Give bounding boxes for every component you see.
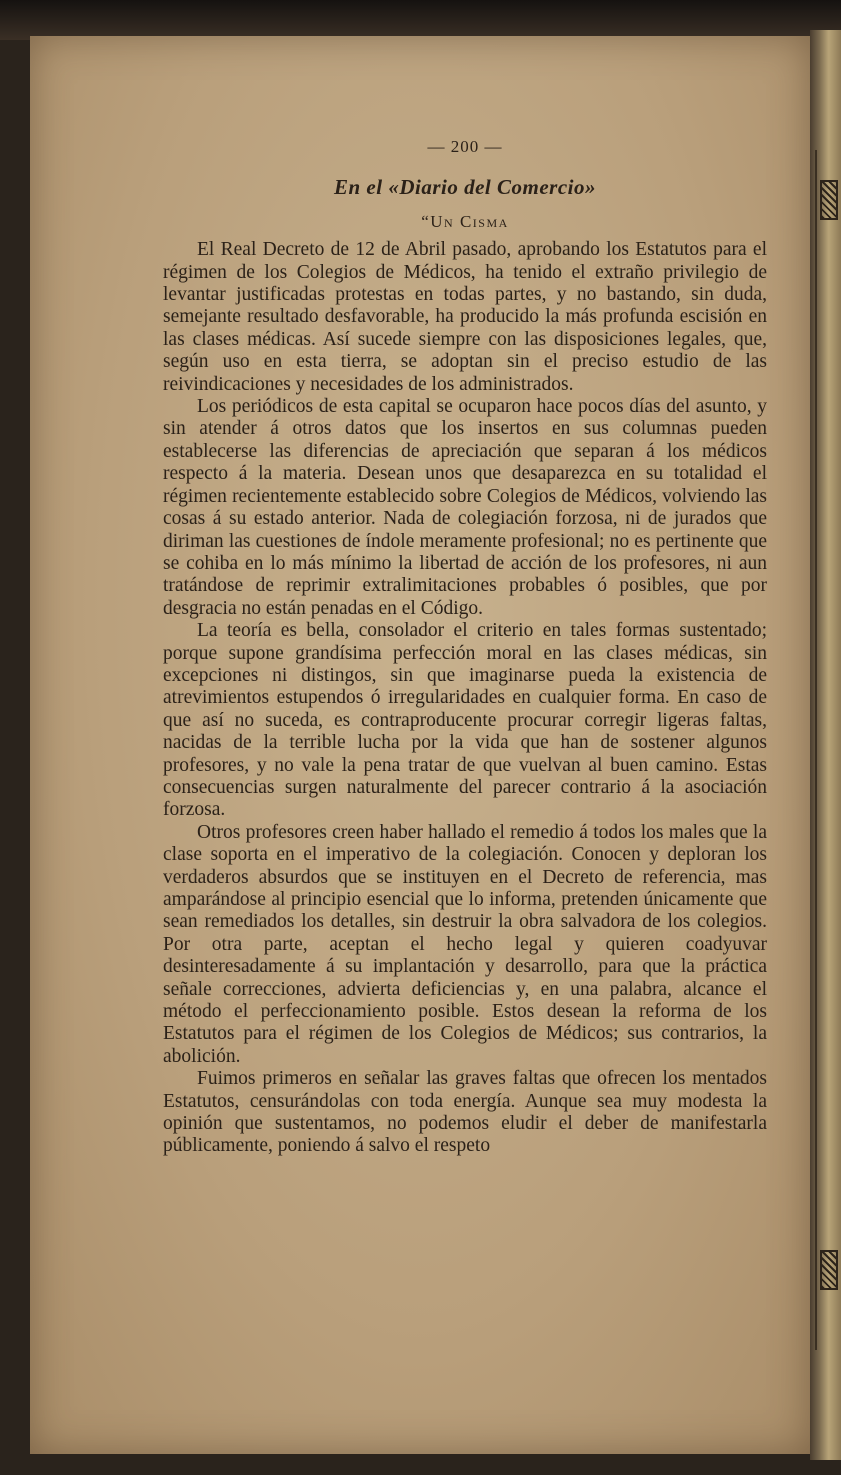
adjacent-page-rule [815, 150, 817, 1350]
paragraph: Fuimos primeros en señalar las graves faltas que ofrecen los mentados Estatutos, censurándolas con toda energía. Aunque sea muy modesta la opinión que sustentamos, no podemos eludir el deber de manifestarla públicamente, poniendo á salvo el respeto [163, 1068, 767, 1157]
article-heading: En el «Diario del Comercio» [334, 175, 596, 200]
ornament-icon [820, 1250, 838, 1290]
paragraph: La teoría es bella, consolador el criterio en tales formas sustentado; porque supone grandísima perfección moral en las clases médicas, sin excepciones ni distingos, sin que imaginarse pueda la existencia de atrevimientos estupendos ó irregularidades en cualquier forma. En caso de que así no suceda, es contraproducente procurar corregir ligeras faltas, nacidas de la terrible lucha por la vida que han de sostener algunos profesores, y no vale la pena tratar de que vuelvan al buen camino. Estas consecuencias surgen naturalmente del parecer contrario á la asociación forzosa. [163, 620, 767, 821]
ornament-icon [820, 180, 838, 220]
paragraph: El Real Decreto de 12 de Abril pasado, aprobando los Estatutos para el régimen de los Colegios de Médicos, ha tenido el extraño privilegio de levantar justificadas protestas en todas partes, y no bastando, sin duda, semejante resultado desfavorable, ha producido la más profunda escisión en las clases médicas. Así sucede siempre con las disposiciones legales, que, según uso en esta tierra, se adoptan sin el preciso estudio de las reivindicaciones y necesidades de los administrados. [163, 239, 767, 395]
book-spine-shadow [0, 0, 841, 40]
paragraph: Otros profesores creen haber hallado el remedio á todos los males que la clase soporta en el imperativo de la colegiación. Conocen y deploran los verdaderos absurdos que se instituyen en el Decreto de referencia, mas amparándose al principio esencial que lo informa, pretenden únicamente que sean remediados los detalles, sin destruir la obra salvadora de los colegios. Por otra parte, aceptan el hecho legal y quieren coadyuvar desinteresadamente á su implantación y desarrollo, para que la práctica señale correcciones, advierta deficiencias y, en una palabra, alcance el método el perfeccionamiento posible. Estos desean la reforma de los Estatutos para el régimen de los Colegios de Médicos; sus contrarios, la abolición. [163, 821, 767, 1067]
page-text [163, 136, 767, 1158]
page-number: — 200 — [427, 137, 503, 156]
paragraph: Los periódicos de esta capital se ocuparon hace pocos días del asunto, y sin atender á otros datos que los insertos en sus columnas pueden establecerse las diferencias de apreciación que separan á los médicos respecto á la materia. Desean unos que desaparezca en su totalidad el régimen recientemente establecido sobre Colegios de Médicos, volviendo las cosas á su estado anterior. Nada de colegiación forzosa, ni de jurados que diriman las cuestiones de índole meramente profesional; no es pertinente que se cohiba en lo más mínimo la libertad de acción de los profesores, ni aun tratándose de reprimir extralimitaciones probables ó posibles, que por desgracia no están penadas en el Código. [163, 396, 767, 619]
article-subheading: “Un Cisma [421, 211, 509, 231]
